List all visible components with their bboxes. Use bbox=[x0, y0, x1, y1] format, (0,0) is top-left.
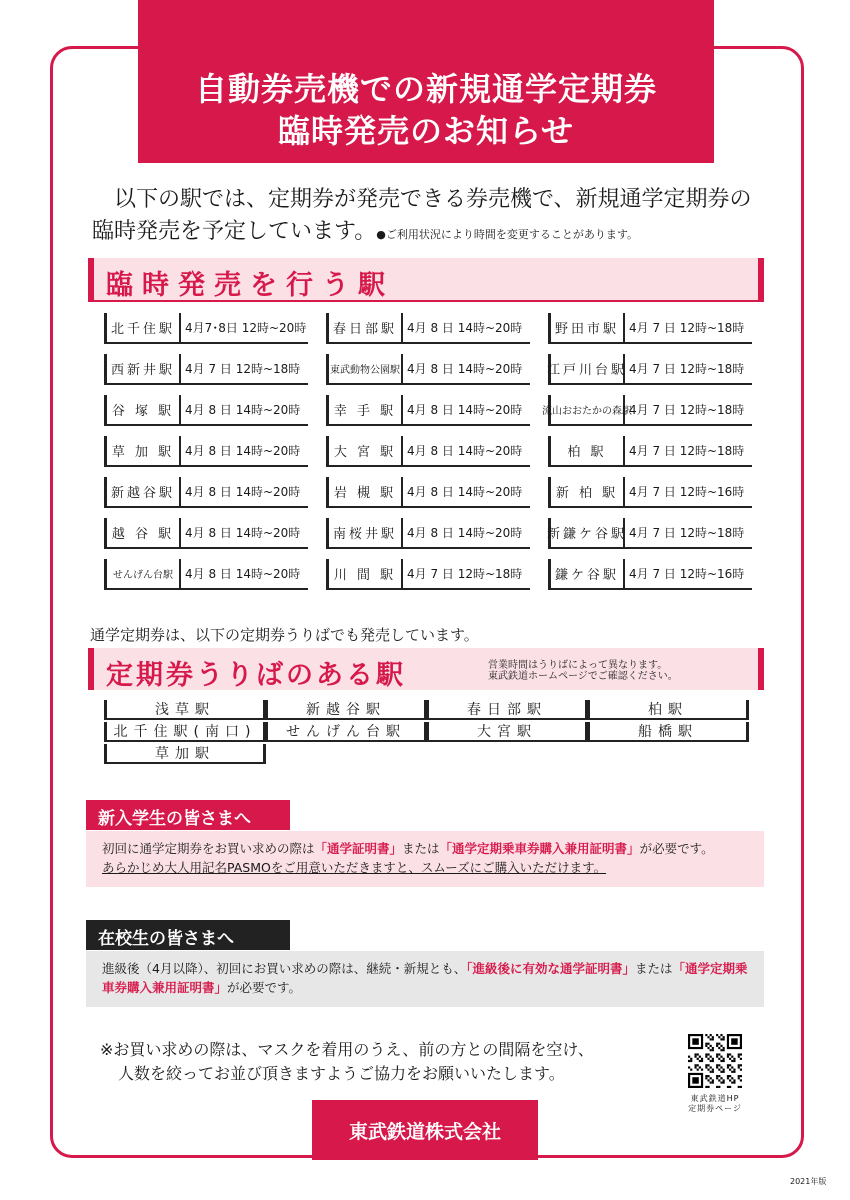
current-students-emphasis-1: 「進級後に有効な通学証明書」 bbox=[466, 961, 635, 976]
temp-station-name: 岩 槻 駅 bbox=[329, 477, 403, 506]
qr-label-line-2: 定期券ページ bbox=[688, 1104, 742, 1113]
office-note-line-2: 東武鉄道ホームページでご確認ください。 bbox=[488, 671, 678, 682]
temp-station-schedule: 4月 8 日 14時~20時 bbox=[407, 403, 523, 417]
temp-station-schedule: 4月 7 日 12時~16時 bbox=[629, 485, 745, 499]
office-station: 新越谷駅 bbox=[265, 700, 427, 720]
temp-station-name: 幸 手 駅 bbox=[329, 395, 403, 424]
office-station: 北千住駅(南口) bbox=[104, 722, 266, 742]
temp-station-cell bbox=[548, 354, 752, 385]
office-section-title: 定期券うりばのある駅 bbox=[106, 660, 406, 691]
office-station: 柏駅 bbox=[587, 700, 749, 720]
temp-station-name: 北千住駅 bbox=[107, 313, 181, 342]
temp-station-name: 越 谷 駅 bbox=[107, 518, 181, 547]
company-name: 東武鉄道株式会社 bbox=[312, 1100, 538, 1160]
temp-station-schedule: 4月 8 日 14時~20時 bbox=[185, 526, 301, 540]
temp-station-name: 野田市駅 bbox=[551, 313, 625, 342]
intro-text bbox=[92, 184, 782, 251]
temp-station-schedule: 4月 7 日 12時~18時 bbox=[407, 567, 523, 581]
temp-station-cell bbox=[542, 395, 752, 426]
temp-section-title: 臨時発売を行う駅 bbox=[106, 270, 394, 301]
temp-station-name: 新鎌ケ谷駅 bbox=[551, 518, 625, 547]
temp-station-schedule: 4月 7 日 12時~16時 bbox=[629, 567, 745, 581]
temp-station-name: 川 間 駅 bbox=[329, 559, 403, 588]
qr-label-line-1: 東武鉄道HP bbox=[690, 1094, 740, 1103]
qr-code-icon[interactable] bbox=[688, 1034, 742, 1088]
temp-station-cell bbox=[326, 313, 530, 344]
temp-station-schedule: 4月 8 日 14時~20時 bbox=[185, 444, 301, 458]
intro-note: ●ご利用状況により時間を変更することがあります。 bbox=[376, 228, 638, 241]
temp-station-cell bbox=[104, 559, 308, 590]
temp-station-cell bbox=[104, 354, 308, 385]
title-line-2: 臨時発売のお知らせ bbox=[277, 112, 575, 150]
temp-station-schedule: 4月 7 日 12時~18時 bbox=[185, 362, 301, 376]
temp-station-cell bbox=[104, 395, 308, 426]
temp-station-cell bbox=[326, 395, 530, 426]
intro-line-1: 以下の駅では、定期券が発売できる券売機で、新規通学定期券の bbox=[114, 187, 752, 212]
mask-note-line-1: ※お買い求めの際は、マスクを着用のうえ、前の方との間隔を空け、 bbox=[100, 1040, 594, 1059]
temp-station-name: せんげん台駅 bbox=[107, 559, 181, 588]
temp-station-cell bbox=[326, 354, 530, 385]
temp-station-name: 鎌ケ谷駅 bbox=[551, 559, 625, 588]
temp-station-name: 西新井駅 bbox=[107, 354, 181, 383]
current-students-emphasis-2: 「通学定期乗車券購入兼用証明書」 bbox=[102, 961, 748, 995]
temp-station-schedule: 4月 8 日 14時~20時 bbox=[407, 526, 523, 540]
temp-station-schedule: 4月 7 日 12時~18時 bbox=[629, 526, 745, 540]
new-students-emphasis-1: 「通学証明書」 bbox=[314, 841, 403, 856]
new-students-line-2: あらかじめ大人用記名PASMOをご用意いただきますと、スムーズにご購入いただけます。 bbox=[102, 860, 607, 875]
new-students-text-1: 初回に通学定期券をお買い求めの際は bbox=[102, 841, 315, 856]
current-students-box bbox=[86, 951, 764, 1007]
temp-station-cell bbox=[548, 518, 752, 549]
temp-station-schedule: 4月 8 日 14時~20時 bbox=[407, 444, 523, 458]
temp-station-cell bbox=[104, 436, 308, 467]
temp-station-cell bbox=[104, 477, 308, 508]
office-station: 浅草駅 bbox=[104, 700, 266, 720]
temp-station-cell bbox=[548, 559, 752, 590]
title-banner bbox=[138, 0, 714, 163]
temp-station-name: 谷 塚 駅 bbox=[107, 395, 181, 424]
temp-station-cell bbox=[326, 436, 530, 467]
office-station: せんげん台駅 bbox=[265, 722, 427, 742]
temp-station-name: 大 宮 駅 bbox=[329, 436, 403, 465]
current-students-text-3: が必要です。 bbox=[227, 980, 302, 995]
temp-station-name: 草 加 駅 bbox=[107, 436, 181, 465]
office-section-bar bbox=[88, 648, 764, 690]
temp-station-schedule: 4月 7 日 12時~18時 bbox=[629, 444, 745, 458]
temp-station-schedule: 4月 8 日 14時~20時 bbox=[407, 321, 523, 335]
temp-station-cell bbox=[548, 477, 752, 508]
temp-station-schedule: 4月 7 日 12時~18時 bbox=[629, 362, 745, 376]
temp-station-cell bbox=[548, 313, 752, 344]
new-students-text-3: が必要です。 bbox=[639, 841, 714, 856]
temp-station-schedule: 4月 8 日 14時~20時 bbox=[407, 362, 523, 376]
temp-station-name: 南桜井駅 bbox=[329, 518, 403, 547]
mask-note bbox=[100, 1038, 594, 1086]
new-students-emphasis-2: 「通学定期乗車券購入兼用証明書」 bbox=[439, 841, 640, 856]
temp-station-name: 新越谷駅 bbox=[107, 477, 181, 506]
title-line-1: 自動券売機での新規通学定期券 bbox=[194, 70, 657, 108]
temp-station-name: 新 柏 駅 bbox=[551, 477, 625, 506]
qr-label bbox=[680, 1094, 750, 1114]
temp-station-schedule: 4月 8 日 14時~20時 bbox=[407, 485, 523, 499]
current-students-text-1: 進級後（4月以降）、初回にお買い求めの際は、継続・新規とも、 bbox=[102, 961, 467, 976]
temp-station-schedule: 4月 7 日 12時~18時 bbox=[629, 403, 745, 417]
temp-station-cell bbox=[326, 477, 530, 508]
mask-note-line-2: 人数を絞ってお並び頂きますようご協力をお願いいたします。 bbox=[118, 1064, 565, 1083]
office-station: 草加駅 bbox=[104, 744, 266, 764]
office-intro: 通学定期券は、以下の定期券うりばでも発売しています。 bbox=[90, 626, 479, 644]
current-students-heading: 在校生の皆さまへ bbox=[86, 920, 290, 950]
office-station: 春日部駅 bbox=[426, 700, 588, 720]
office-station: 船橋駅 bbox=[587, 722, 749, 742]
temp-station-schedule: 4月 7 日 12時~18時 bbox=[629, 321, 745, 335]
office-station: 大宮駅 bbox=[426, 722, 588, 742]
edition-year: 2021年版 bbox=[790, 1177, 827, 1186]
temp-section-bar bbox=[88, 258, 764, 302]
temp-station-name: 流山おおたかの森駅 bbox=[551, 395, 625, 424]
temp-station-cell bbox=[104, 313, 308, 344]
temp-station-schedule: 4月7･8日 12時~20時 bbox=[185, 321, 307, 335]
temp-station-cell bbox=[104, 518, 308, 549]
temp-station-name: 春日部駅 bbox=[329, 313, 403, 342]
temp-station-cell bbox=[326, 559, 530, 590]
temp-station-name: 東武動物公園駅 bbox=[329, 354, 403, 383]
new-students-text-2: または bbox=[402, 841, 440, 856]
temp-station-name: 江戸川台駅 bbox=[551, 354, 625, 383]
temp-station-grid bbox=[104, 313, 754, 593]
temp-station-schedule: 4月 8 日 14時~20時 bbox=[185, 485, 301, 499]
temp-station-cell bbox=[548, 436, 752, 467]
intro-line-2: 臨時発売を予定しています。 bbox=[92, 219, 377, 244]
new-students-box bbox=[86, 831, 764, 887]
current-students-text-2: または bbox=[634, 961, 673, 976]
temp-station-schedule: 4月 8 日 14時~20時 bbox=[185, 403, 301, 417]
new-students-heading: 新入学生の皆さまへ bbox=[86, 800, 290, 830]
office-section-note bbox=[488, 660, 678, 682]
office-note-line-1: 営業時間はうりばによって異なります。 bbox=[488, 660, 668, 671]
temp-station-name: 柏 駅 bbox=[551, 436, 625, 465]
temp-station-schedule: 4月 8 日 14時~20時 bbox=[185, 567, 301, 581]
temp-station-cell bbox=[326, 518, 530, 549]
new-students-line-1 bbox=[102, 839, 748, 858]
